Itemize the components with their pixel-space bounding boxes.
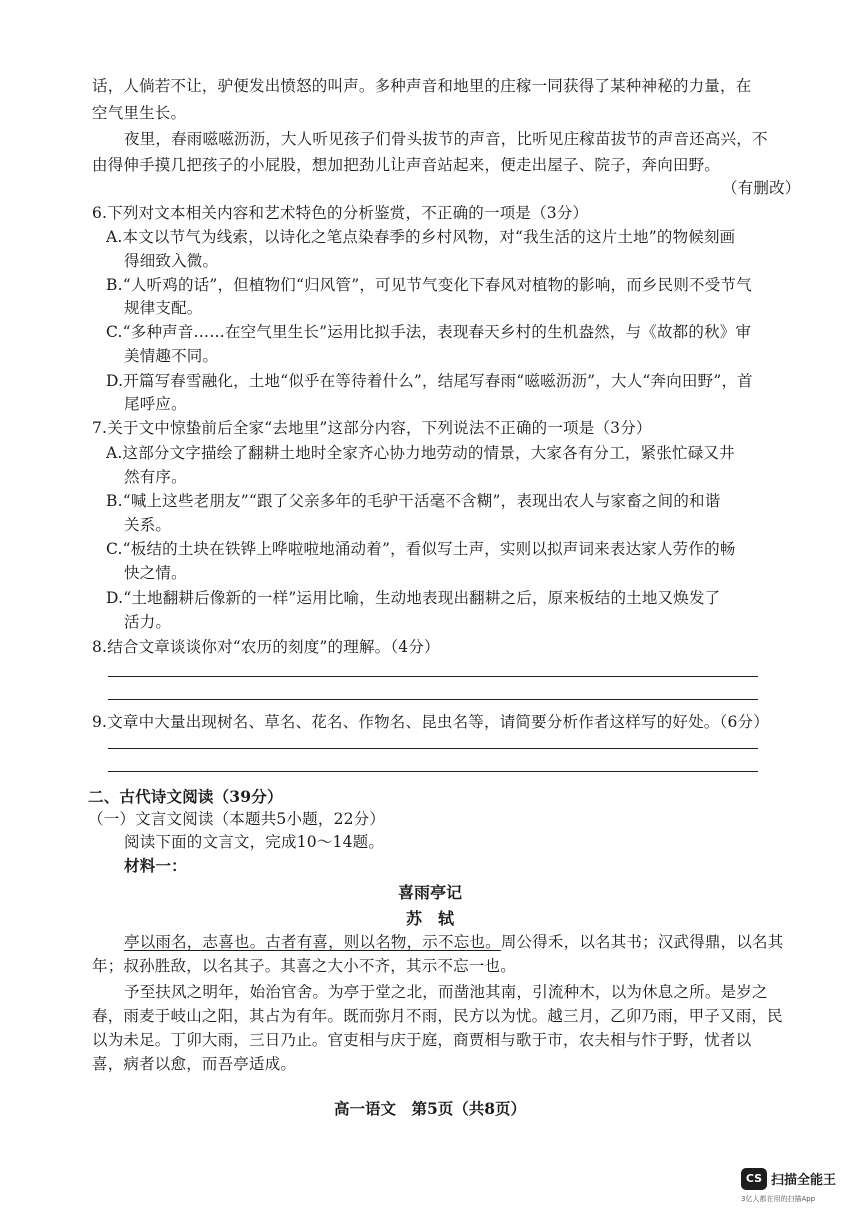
q6-option-a-cont: 得细致入微。 — [124, 252, 219, 270]
instruction: 阅读下面的文言文，完成10～14题。 — [124, 833, 385, 851]
scanner-logo-icon: CS — [741, 1168, 767, 1190]
underlined-sentence: 亭以雨名，志喜也。古者有喜，则以名物，示不忘也。 — [124, 933, 501, 951]
q7-option-a-cont: 然有序。 — [124, 468, 187, 486]
q7-option-b-cont: 关系。 — [124, 516, 172, 534]
q7-option-b: B.“喊上这些老朋友”“跟了父亲多年的毛驴干活毫不含糊”，表现出农人与家畜之间的和谐 — [106, 492, 721, 510]
scanner-watermark — [741, 1168, 846, 1208]
essay-line: 喜，病者以愈，而吾亭适成。 — [92, 1055, 297, 1073]
page-footer: 高一语文 第5页（共8页） — [333, 1099, 527, 1118]
q6-option-d-cont: 尾呼应。 — [124, 395, 187, 413]
essay-paragraph-1 — [124, 932, 783, 952]
passage-line: 话，人倘若不让，驴便发出愤怒的叫声。多种声音和地里的庄稼一同获得了某种神秘的力量，在 — [92, 77, 752, 95]
scanner-tagline: 3亿人都在用的扫描App — [741, 1195, 816, 1203]
q6-option-b-cont: 规律支配。 — [124, 299, 203, 317]
q6-option-c-cont: 美情趣不同。 — [124, 347, 219, 365]
essay-line: 以为未足。丁卯大雨，三日乃止。官吏相与庆于庭，商贾相与歌于市，农夫相与忭于野，忧者以 — [92, 1031, 752, 1049]
q6-option-d: D.开篇写春雪融化，土地“似乎在等待着什么”，结尾写春雨“嗞嗞沥沥”，大人“奔向田野”，首 — [106, 372, 753, 390]
essay-author: 苏 轼 — [405, 909, 454, 928]
answer-line[interactable] — [108, 676, 758, 677]
q7-option-c: C.“板结的土块在铁铧上哗啦啦地涌动着”，看似写土声，实则以拟声词来表达家人劳作的畅 — [106, 540, 736, 558]
answer-line[interactable] — [108, 771, 758, 772]
source-note: （有删改） — [722, 179, 801, 197]
q7-option-d: D.“土地翻耕后像新的一样”运用比喻，生动地表现出翻耕之后，原来板结的土地又焕发了 — [106, 589, 721, 607]
essay-line: 年；叔孙胜敌，以名其子。其喜之大小不齐，其示不忘一也。 — [92, 957, 516, 975]
essay-title: 喜雨亭记 — [397, 883, 462, 902]
section-heading: 二、古代诗文阅读（39分） — [88, 787, 283, 806]
material-label: 材料一： — [124, 856, 187, 875]
scanner-app-name: 扫描全能王 — [771, 1173, 837, 1188]
sentence: 周公得禾，以名其书；汉武得鼎，以名其 — [500, 933, 784, 951]
q6-option-a: A.本文以节气为线索，以诗化之笔点染春季的乡村风物，对“我生活的这片土地”的物候刻画 — [106, 228, 736, 246]
subsection-heading: （一）文言文阅读（本题共5小题，22分） — [88, 810, 386, 828]
answer-line[interactable] — [108, 699, 758, 700]
q7-option-a: A.这部分文字描绘了翻耕土地时全家齐心协力地劳动的情景，大家各有分工，紧张忙碌又井 — [106, 444, 735, 462]
q7-option-d-cont: 活力。 — [124, 613, 172, 631]
q6-option-b: B.“人听鸡的话”，但植物们“归风管”，可见节气变化下春风对植物的影响，而乡民则不受节气 — [106, 276, 752, 294]
q6-option-c: C.“多种声音……在空气里生长”运用比拟手法，表现春天乡村的生机盎然，与《故都的秋》审 — [106, 323, 752, 341]
answer-line[interactable] — [108, 748, 758, 749]
question-9-stem: 9.文章中大量出现树名、草名、花名、作物名、昆虫名等，请简要分析作者这样写的好处。（6分） — [92, 713, 769, 731]
passage-line: 夜里，春雨嗞嗞沥沥，大人听见孩子们骨头拔节的声音，比听见庄稼苗拔节的声音还高兴，不 — [124, 130, 768, 148]
q7-option-c-cont: 快之情。 — [124, 564, 187, 582]
passage-line: 由得伸手摸几把孩子的小屁股，想加把劲儿让声音站起来，便走出屋子、院子，奔向田野。 — [92, 156, 721, 174]
question-7-stem: 7.关于文中惊蛰前后全家“去地里”这部分内容，下列说法不正确的一项是（3分） — [92, 419, 652, 437]
passage-line: 空气里生长。 — [92, 104, 187, 122]
essay-line: 予至扶风之明年，始治官舍。为亭于堂之北，而凿池其南，引流种木，以为休息之所。是岁之 — [124, 983, 768, 1001]
question-6-stem: 6.下列对文本相关内容和艺术特色的分析鉴赏，不正确的一项是（3分） — [92, 204, 589, 222]
question-8-stem: 8.结合文章谈谈你对“农历的刻度”的理解。（4分） — [92, 638, 440, 656]
essay-line: 春，雨麦于岐山之阳，其占为有年。既而弥月不雨，民方以为忧。越三月，乙卯乃雨，甲子又雨，民 — [92, 1007, 783, 1025]
